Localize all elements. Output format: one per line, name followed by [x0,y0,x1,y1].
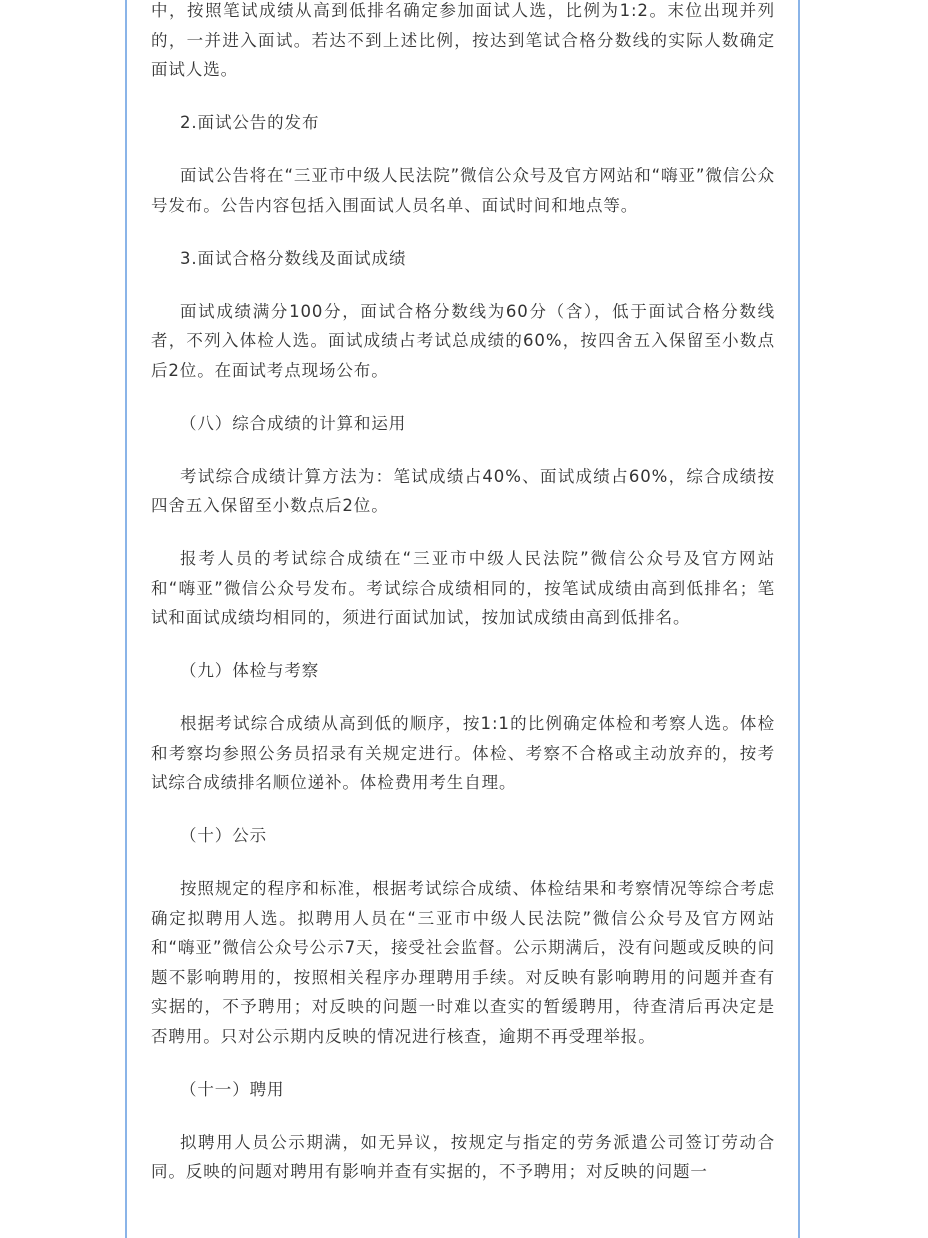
article-body [151,0,775,1210]
paragraph-physical-exam: 根据考试综合成绩从高到低的顺序，按1:1的比例确定体检和考察人选。体检和考察均参照公务员招录有关规定进行。体检、考察不合格或主动放弃的，按考试综合成绩排名顺位递补。体检费用考生自理。 [151,714,775,792]
heading-interview-announcement: 2.面试公告的发布 [180,113,320,132]
heading-publicity: （十）公示 [180,826,267,845]
paragraph-publicity: 按照规定的程序和标准，根据考试综合成绩、体检结果和考察情况等综合考虑确定拟聘用人选。拟聘用人员在“三亚市中级人民法院”微信公众号及官方网站和“嗨亚”微信公众号公示7天，接受社会监督。公示期满后，没有问题或反映的问题不影响聘用的，按照相关程序办理聘用手续。对反映有影响聘用的问题并查有实据的，不予聘用；对反映的问题一时难以查实的暂缓聘用，待查清后再决定是否聘用。只对公示期内反映的情况进行核查，逾期不再受理举报。 [151,879,775,1046]
paragraph-interview-announcement: 面试公告将在“三亚市中级人民法院”微信公众号及官方网站和“嗨亚”微信公众号发布。公告内容包括入围面试人员名单、面试时间和地点等。 [151,166,775,215]
heading-employment: （十一）聘用 [180,1079,285,1099]
paragraph-composite-publication: 报考人员的考试综合成绩在“三亚市中级人民法院”微信公众号及官方网站和“嗨亚”微信公众号发布。考试综合成绩相同的，按笔试成绩由高到低排名；笔试和面试成绩均相同的，须进行面试加试，按加试成绩由高到低排名。 [151,549,775,627]
paragraph-employment: 拟聘用人员公示期满，如无异议，按规定与指定的劳务派遣公司签订劳动合同。反映的问题对聘用有影响并查有实据的，不予聘用；对反映的问题一 [151,1132,775,1181]
paragraph-composite-calculation: 考试综合成绩计算方法为：笔试成绩占40%、面试成绩占60%，综合成绩按四舍五入保留至小数点后2位。 [151,466,775,515]
heading-interview-score: 3.面试合格分数线及面试成绩 [180,248,407,268]
heading-composite-score: （八）综合成绩的计算和运用 [180,413,407,433]
heading-physical-exam: （九）体检与考察 [180,661,320,680]
paragraph-interview-ratio: 中，按照笔试成绩从高到低排名确定参加面试人选，比例为1:2。末位出现并列的，一并进入面试。若达不到上述比例，按达到笔试合格分数线的实际人数确定面试人选。 [151,1,775,79]
paragraph-interview-score: 面试成绩满分100分，面试合格分数线为60分（含），低于面试合格分数线者，不列入体检人选。面试成绩占考试总成绩的60%，按四舍五入保留至小数点后2位。在面试考点现场公布。 [151,301,775,380]
